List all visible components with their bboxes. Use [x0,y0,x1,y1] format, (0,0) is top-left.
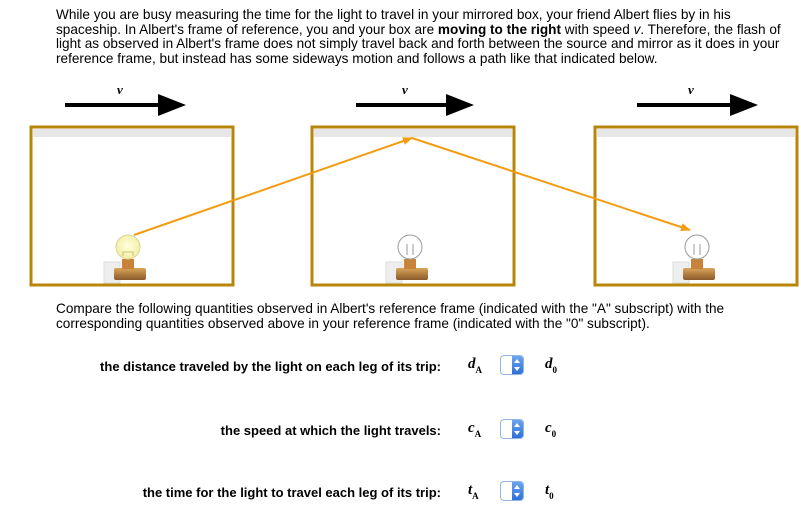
velocity-label-3: v [688,82,694,97]
symbol-albert [468,482,479,500]
arrow-right-icon [158,94,186,116]
intro-text-2: with speed [561,21,634,37]
comparison-select[interactable] [500,355,524,375]
symbol-letter: c [468,420,475,436]
symbol-subscript: 0 [551,429,557,439]
symbol-subscript: 0 [552,365,557,375]
symbol-albert [468,356,482,374]
updown-arrows-icon[interactable] [512,420,523,438]
row-label: the distance traveled by the light on each leg of its trip: [100,359,441,374]
row-label: the speed at which the light travels: [220,423,441,438]
symbol-yours [545,356,557,374]
velocity-arrow-1 [65,82,186,116]
mirror [597,129,795,137]
comparison-row-time [0,482,801,506]
symbol-letter: t [468,482,473,498]
velocity-arrow-3 [637,82,758,116]
intro-text-3: . Therefore, the flash of light as observed in Albert's frame does not simply travel back and forth between the source and mirror as it does in your reference frame, but instead has some sideways motion and follows a path like that indicated below. [56,21,781,66]
mirror [33,129,231,137]
intro-bold-text: moving to the right [437,21,562,37]
symbol-subscript: A [474,429,482,439]
velocity-label-2: v [402,82,408,97]
arrow-right-icon [446,94,474,116]
symbol-letter: d [545,356,553,372]
mirror [314,129,512,137]
intro-variable: v [633,21,641,37]
symbol-letter: d [468,356,476,372]
comparison-row-distance [0,356,801,380]
updown-arrows-icon[interactable] [512,482,523,500]
symbol-yours [545,482,554,500]
symbol-yours [545,420,556,438]
velocity-arrow-2 [356,82,474,116]
intro-text-1: While you are busy measuring the time for the light to travel in your mirrored box, your friend Albert flies by in his spaceship. In Albert's frame of reference, you and your box are [56,7,731,37]
symbol-subscript: A [475,365,482,375]
symbol-subscript: 0 [549,491,554,501]
velocity-label-1: v [117,82,123,97]
row-label: the time for the light to travel each leg of its trip: [142,485,441,500]
symbol-albert [468,420,481,438]
comparison-select[interactable] [500,481,524,501]
arrow-right-icon [730,94,758,116]
symbol-subscript: A [472,491,479,501]
comparison-select[interactable] [500,419,524,439]
compare-paragraph: Compare the following quantities observed in Albert's reference frame (indicated with the "A" subscript) with the corresponding quantities observed above in your reference frame (indicated with the "0" subscript). [56,301,725,331]
symbol-letter: t [545,482,550,498]
updown-arrows-icon[interactable] [512,356,523,374]
comparison-row-speed [0,420,801,444]
symbol-letter: c [545,420,552,436]
